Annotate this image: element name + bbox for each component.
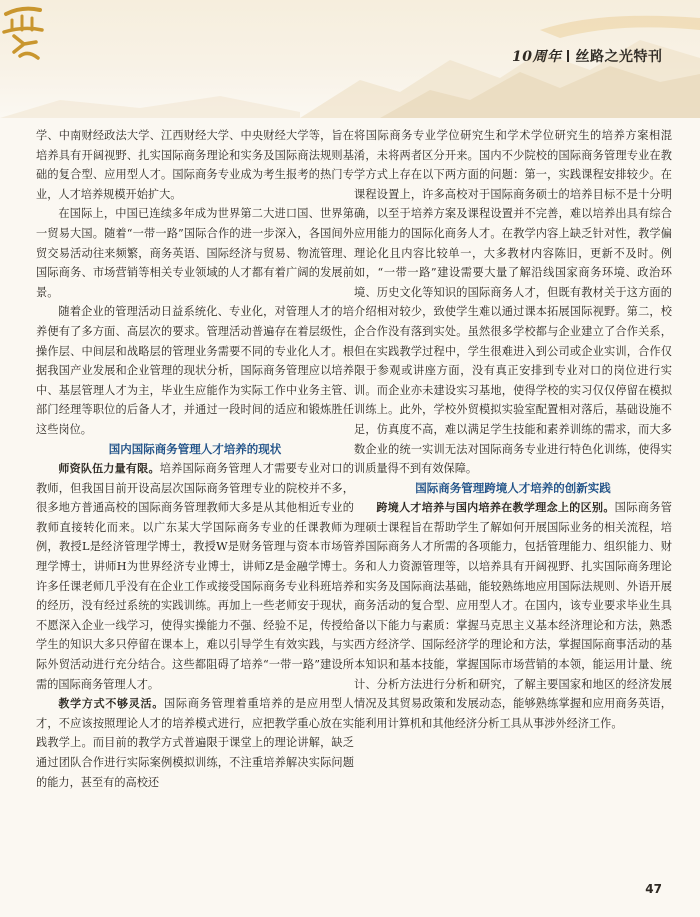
paragraph: 随着企业的管理活动日益系统化、专业化，对管理人才的培养便有了多方面、高层次的要求。管理活动普遍存在着层级性，操作层、中间层和战略层的管理业务需要不同的专业化人才。根据我国产业发展和企业管理的现状分析，国际商务管理应以培养中、基层管理人才为主，毕业生应能作为实际工作中业务主管、部门经理等职位的后备人才，并通过一段时间的适应和锻炼胜任这些岗位。 bbox=[36, 305, 354, 436]
page-number: 47 bbox=[645, 882, 662, 896]
paragraph-lead: 师资队伍力量有限。 bbox=[58, 462, 160, 476]
paragraph-body: 国际商务管理硕士课程旨在帮助学生了解如何开展国际业务的相关流程，培养国际商务人才所需的各项能力，包括管理能力、组织能力、财务和人力资源管理等，以培养具有开阔视野、扎实国际商务理论和实务及国际商法基础，能较熟练地应用国际法规则、外语开展商务活动的复合型、应用型人才。在国内，该专业要求毕业生具备以下能力与素质：掌握马克思主义基本经济理论和方法，熟悉西方经济学、国际经济学的理论和方法，掌握国际商事活动的基本知识和基本技能，掌握国际市场营销的本领，能运用计量、统计、分析方法进行分析和研究，了解主要国家和地区的经济发展情况及其贸易政策和发展动态，能够熟练掌握和应用商务英语，能利用计算机和其他经济分析工具从事涉外经济工作。 bbox=[354, 501, 672, 730]
left-column bbox=[36, 126, 354, 792]
header-title bbox=[512, 46, 662, 66]
paragraph: 在国际上，中国已连续多年成为世界第二大进口国、世界第一贸易大国。随着“一带一路”国际合作的进一步深入，各国间外贸交易活动往来频繁，商务英语、国际经济与贸易、物流管理、国际商务、市场营销等相关专业领域的人才都有着广阔的发展前景。 bbox=[36, 207, 354, 299]
title-divider bbox=[567, 50, 569, 62]
anniversary-label: 10周年 bbox=[512, 49, 562, 65]
paragraph-body: 国际商务管理着重培养的是应用型人才，不应该按照理论人才的培养模式进行，应把教学重心放在实践教学上。而目前的教学方式普遍限于课堂上的理论讲解，缺乏通过团队合作进行实际案例模拟训练，不注重培养解决实际问题的能力，甚至有的高校还 bbox=[36, 697, 354, 789]
paragraph bbox=[354, 498, 672, 733]
paragraph-body: 培养国际商务管理人才需要专业对口的教师，但我国目前开设高层次国际商务管理专业的院校并不多，很多地方普通高校的国际商务管理教师大多是从其他相近专业的教师直接转化而来。以广东某大学国际商务专业的任课教师为例，教授L是经济管理学博士，教授W是财务管理与资本市场管理学博士，讲师H为世界经济专业博士，讲师Z是金融学博士。许多任课老师几乎没有在企业工作或接受国际商务专业科班培养的经历，没有经过系统的实践训练。再加上一些老师安于现状，不愿深入企业一线学习，使得实操能力不强、经验不足，传授给学生的知识大多只停留在课本上，难以引导学生有效实践，与实际外贸活动进行充分结合。这些都阻碍了培养“一带一路”建设所需的国际商务管理人才。 bbox=[36, 462, 354, 691]
section-heading: 国际商务管理跨境人才培养的创新实践 bbox=[415, 480, 611, 495]
paragraph: 学、中南财经政法大学、江西财经大学、中央财经大学等，旨在培养具有开阔视野、扎实国际商务理论和实务及国际商法规则基础的复合型、应用型人才。国际商务专业成为考生报考的热门专业，人才培养规模开始扩大。 bbox=[36, 129, 354, 201]
paragraph bbox=[36, 694, 354, 792]
special-issue-title: 丝路之光特刊 bbox=[575, 49, 663, 65]
header-band bbox=[0, 0, 700, 118]
paragraph-lead: 教学方式不够灵活。 bbox=[58, 697, 164, 711]
right-column bbox=[354, 126, 672, 733]
paragraph bbox=[36, 459, 354, 694]
paragraph-lead: 跨境人才培养与国内培养在教学理念上的区别。 bbox=[376, 501, 615, 515]
paragraph: 将国际商务专业学位研究生和学术学位研究生的培养方案相混淆，未将两者区分开来。国内不少院校的国际商务管理专业在教学方式上存在以下两方面的问题：第一，实践课程安排较少。在课程设置上，许多高校对于国际商务硕士的培养目标不是十分明确，以至于培养方案及课程设置并不完善，难以培养出具有综合应用能力的国际化商务人才。在教学内容上缺乏针对性，教学偏理论化且内容比较单一，大多教材内容陈旧，更新不及时。例如，“一带一路”建设需要大量了解沿线国家商务环境、政治环境、历史文化等知识的国际商务人才，但既有教材关于这方面的介绍相对较少，致使学生难以通过课本拓展国际视野。第二，校企合作没有落到实处。虽然很多学校都与企业建立了合作关系，但在实践教学过程中，学生很难进入到公司或企业实训，合作仅限于参观或讲座方面，没有真正安排到专业对口的岗位进行实训。而企业亦未建设实习基地，使得学校的实习仅仅停留在模拟训练上。此外，学校外贸模拟实验室配置相对落后，基础设施不足，仿真度不高，难以满足学生技能和素养训练的需求，而大多数企业的统一实训无法对国际商务专业进行特色化训练，使得实训质量得不到有效保障。 bbox=[354, 129, 672, 476]
belt-road-logo-icon bbox=[0, 0, 46, 64]
section-heading: 国内国际商务管理人才培养的现状 bbox=[108, 441, 282, 456]
